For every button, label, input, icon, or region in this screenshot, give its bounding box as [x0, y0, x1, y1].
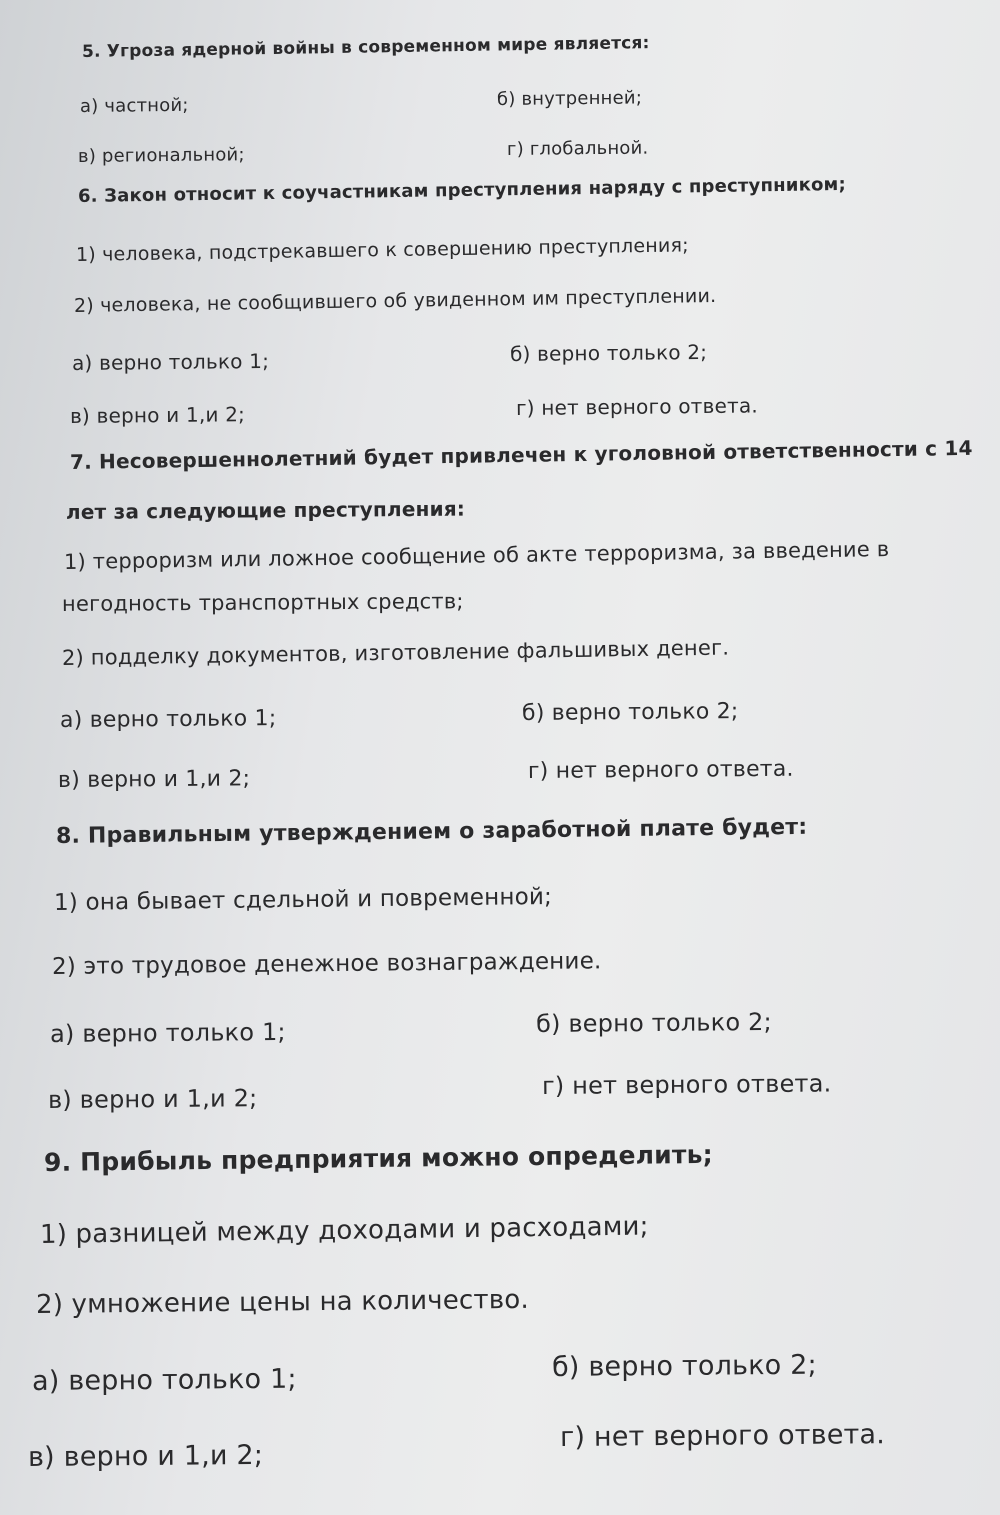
question-7-statement-1: 1) терроризм или ложное сообщение об акте терроризма, за введение в [63, 537, 890, 574]
question-9-option-b: б) верно только 2; [551, 1349, 818, 1383]
question-7-statement-1-cont: негодность транспортных средств; [61, 589, 464, 616]
question-5-option-c: в) региональной; [77, 144, 245, 167]
question-5-title: 5. Угроза ядерной войны в современном мире является: [81, 33, 650, 62]
question-6-option-a: а) верно только 1; [71, 348, 270, 375]
question-6-statement-1: 1) человека, подстрекавшего к совершению преступления; [75, 234, 689, 266]
question-7-statement-2: 2) подделку документов, изготовление фальшивых денег. [61, 635, 730, 670]
question-7-option-b: б) верно только 2; [521, 699, 739, 726]
question-8-option-c: в) верно и 1,и 2; [47, 1084, 258, 1114]
question-6-title: 6. Закон относит к соучастникам преступления наряду с преступником; [77, 173, 847, 207]
question-7-option-d: г) нет верного ответа. [527, 756, 794, 784]
question-8-option-a: а) верно только 1; [49, 1017, 286, 1048]
question-9-statement-2: 2) умножение цены на количество. [35, 1284, 530, 1320]
question-9-option-d: г) нет верного ответа. [559, 1419, 886, 1453]
question-7-title-line2: лет за следующие преступления: [65, 496, 466, 524]
question-9-statement-1: 1) разницей между доходами и расходами; [39, 1211, 649, 1250]
question-6-option-d: г) нет верного ответа. [515, 393, 759, 420]
question-5-option-a: а) частной; [79, 94, 189, 117]
question-7-option-c: в) верно и 1,и 2; [57, 766, 251, 793]
question-8-title: 8. Правильным утверждением о заработной плате будет: [55, 814, 808, 849]
question-8-option-b: б) верно только 2; [535, 1007, 772, 1038]
question-9-option-a: а) верно только 1; [31, 1363, 297, 1397]
question-5-option-b: б) внутренней; [496, 87, 643, 110]
question-8-statement-2: 2) это трудовое денежное вознаграждение. [51, 948, 602, 980]
question-7-option-a: а) верно только 1; [59, 706, 277, 733]
question-6-statement-2: 2) человека, не сообщившего об увиденном им преступлении. [73, 284, 717, 317]
question-9-title: 9. Прибыль предприятия можно определить; [43, 1139, 713, 1177]
question-5-option-d: г) глобальной. [506, 137, 649, 160]
question-6-option-c: в) верно и 1,и 2; [69, 402, 246, 428]
question-9-option-c: в) верно и 1,и 2; [27, 1439, 264, 1473]
question-7-title-line1: 7. Несовершеннолетний будет привлечен к уголовной ответственности с 14 [69, 435, 973, 474]
question-6-option-b: б) верно только 2; [509, 339, 708, 366]
question-8-statement-1: 1) она бывает сдельной и повременной; [53, 883, 553, 916]
question-8-option-d: г) нет верного ответа. [541, 1069, 832, 1100]
